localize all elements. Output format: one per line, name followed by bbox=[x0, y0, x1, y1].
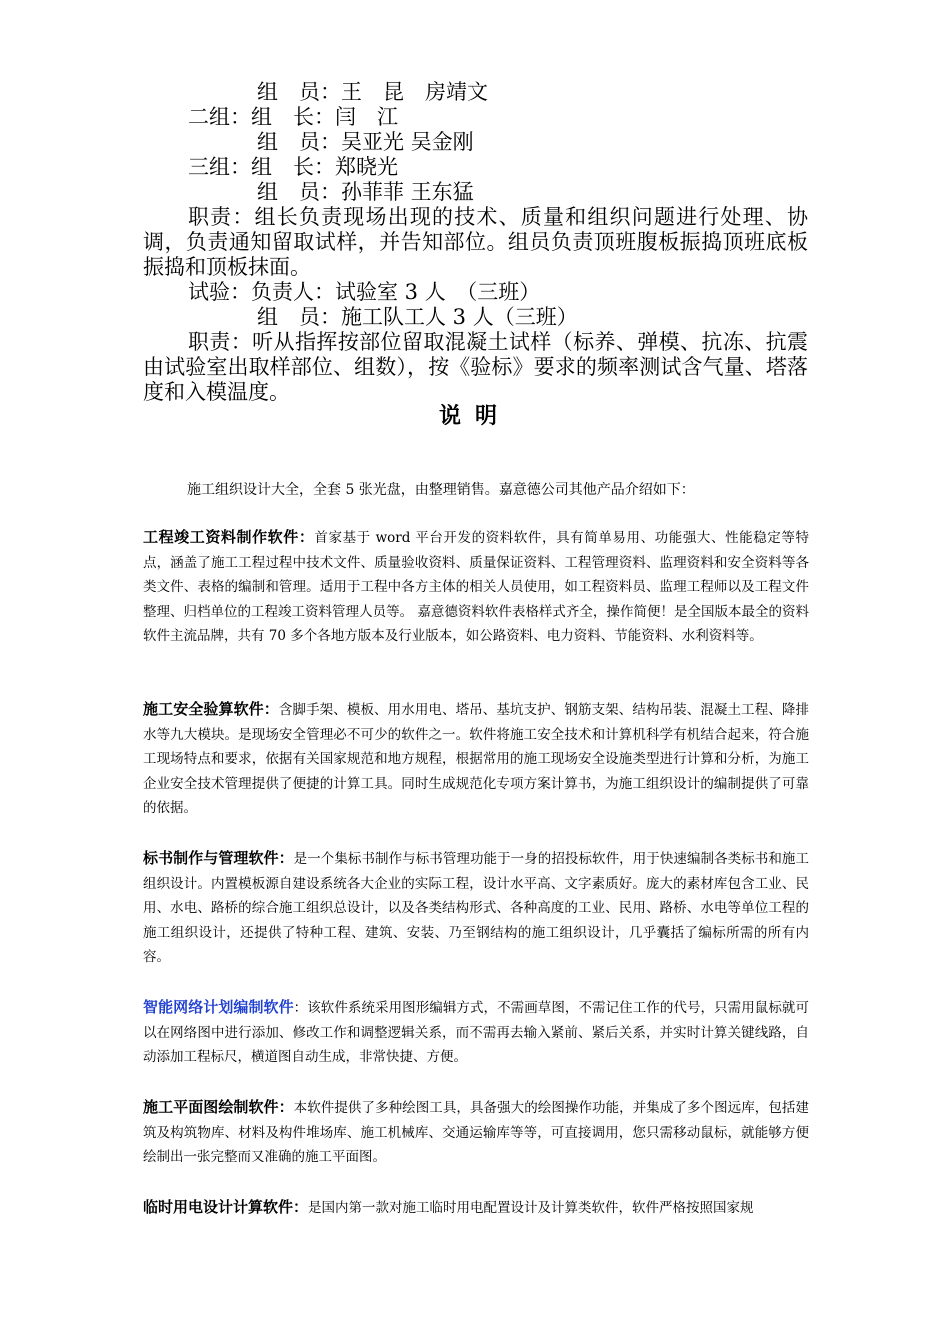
product-block-network-plan bbox=[143, 995, 809, 1070]
product-description: 含脚手架、模板、用水用电、塔吊、基坑支护、钢筋支架、结构吊装、混凝土工程、降排水等九大模块。是现场安全管理必不可少的软件之一。软件将施工安全技术和计算机科学有机结合起来，符合施工现场特点和要求，依据有关国家规范和地方规程，根据常用的施工现场安全设施类型进行计算和分析，为施工企业安全技术管理提供了便捷的计算工具。同时生成规范化专项方案计算书，为施工组织设计的编制提供了可靠的依据。 bbox=[143, 702, 809, 816]
product-description: ：该软件系统采用图形编辑方式，不需画草图，不需记住工作的代号，只需用鼠标就可以在网络图中进行添加、修改工作和调整逻辑关系，而不需再去输入紧前、紧后关系，并实时计算关键线路，自动添加工程标尺，横道图自动生成，非常快捷、方便。 bbox=[143, 1000, 809, 1065]
product-block-completion-docs bbox=[143, 525, 809, 649]
product-name: 施工安全验算软件： bbox=[143, 700, 279, 718]
product-description: 是国内第一款对施工临时用电配置设计及计算类软件，软件严格按照国家规 bbox=[308, 1200, 754, 1216]
product-name: 标书制作与管理软件： bbox=[143, 849, 294, 867]
product-block-temp-power bbox=[143, 1195, 809, 1221]
intro-text: 施工组织设计大全，全套 5 张光盘，由整理销售。嘉意德公司其他产品介绍如下： bbox=[187, 482, 695, 498]
product-name: 智能网络计划编制软件 bbox=[143, 998, 294, 1016]
group-3-member-row: 组 员：孙菲菲 王东猛 bbox=[257, 180, 474, 204]
product-description: 首家基于 word 平台开发的资料软件，具有简单易用、功能强大、性能稳定等特点，涵盖了施工工程过程中技术文件、质量验收资料、质量保证资料、工程管理资料、监理资料和安全资料等各类文件、表格的编制和管理。适用于工程中各方主体的相关人员使用，如工程资料员、监理工程师以及工程文件整理、归档单位的工程竣工资料管理人员等。 嘉意德资料软件表格样式齐全，操作简便！是全国版本最全的资料软件主流品牌，共有 70 多个各地方版本及行业版本，如公路资料、电力资料、节能资料、水利资料等。 bbox=[143, 530, 809, 644]
test-lead-row: 试验：负责人：试验室 3 人 （三班） bbox=[188, 280, 541, 304]
product-block-tender-docs bbox=[143, 846, 809, 970]
product-description: 本软件提供了多种绘图工具，具备强大的绘图操作功能，并集成了多个图远库，包括建筑及构筑物库、材料及构件堆场库、施工机械库、交通运输库等等，可直接调用，您只需移动鼠标，就能够方便绘制出一张完整而又准确的施工平面图。 bbox=[143, 1100, 809, 1165]
duty-paragraph-1: 职责：组长负责现场出现的技术、质量和组织问题进行处理、协调，负责通知留取试样，并告知部位。组员负责顶班腹板振捣顶班底板振捣和顶板抹面。 bbox=[143, 205, 808, 279]
product-name: 施工平面图绘制软件： bbox=[143, 1098, 294, 1116]
product-description: 是一个集标书制作与标书管理功能于一身的招投标软件，用于快速编制各类标书和施工组织设计。内置模板源自建设系统各大企业的实际工程，设计水平高、文字素质好。庞大的素材库包含工业、民用、水电、路桥的综合施工组织总设计，以及各类结构形式、各种高度的工业、民用、路桥、水电等单位工程的施工组织设计，还提供了特种工程、建筑、安装、乃至钢结构的施工组织设计，几乎囊括了编标所需的所有内容。 bbox=[143, 851, 809, 965]
product-block-safety-calc bbox=[143, 697, 809, 821]
group-2-member-row: 组 员：吴亚光 吴金刚 bbox=[257, 130, 474, 154]
product-block-site-plan bbox=[143, 1095, 809, 1170]
group-2-leader-row: 二组：组 长：闫 江 bbox=[188, 105, 398, 129]
product-name: 临时用电设计计算软件： bbox=[143, 1198, 309, 1216]
product-name: 工程竣工资料制作软件： bbox=[143, 528, 315, 546]
test-member-row: 组 员：施工队工人 3 人（三班） bbox=[257, 305, 578, 329]
section-heading: 说明 bbox=[438, 403, 511, 429]
duty-paragraph-2: 职责：听从指挥按部位留取混凝土试样（标养、弹模、抗冻、抗震由试验室出取样部位、组数），按《验标》要求的频率测试含气量、塔落度和入模温度。 bbox=[143, 330, 808, 404]
team-member-row-1: 组 员：王 昆 房靖文 bbox=[257, 80, 488, 104]
group-3-leader-row: 三组：组 长：郑晓光 bbox=[188, 155, 398, 179]
